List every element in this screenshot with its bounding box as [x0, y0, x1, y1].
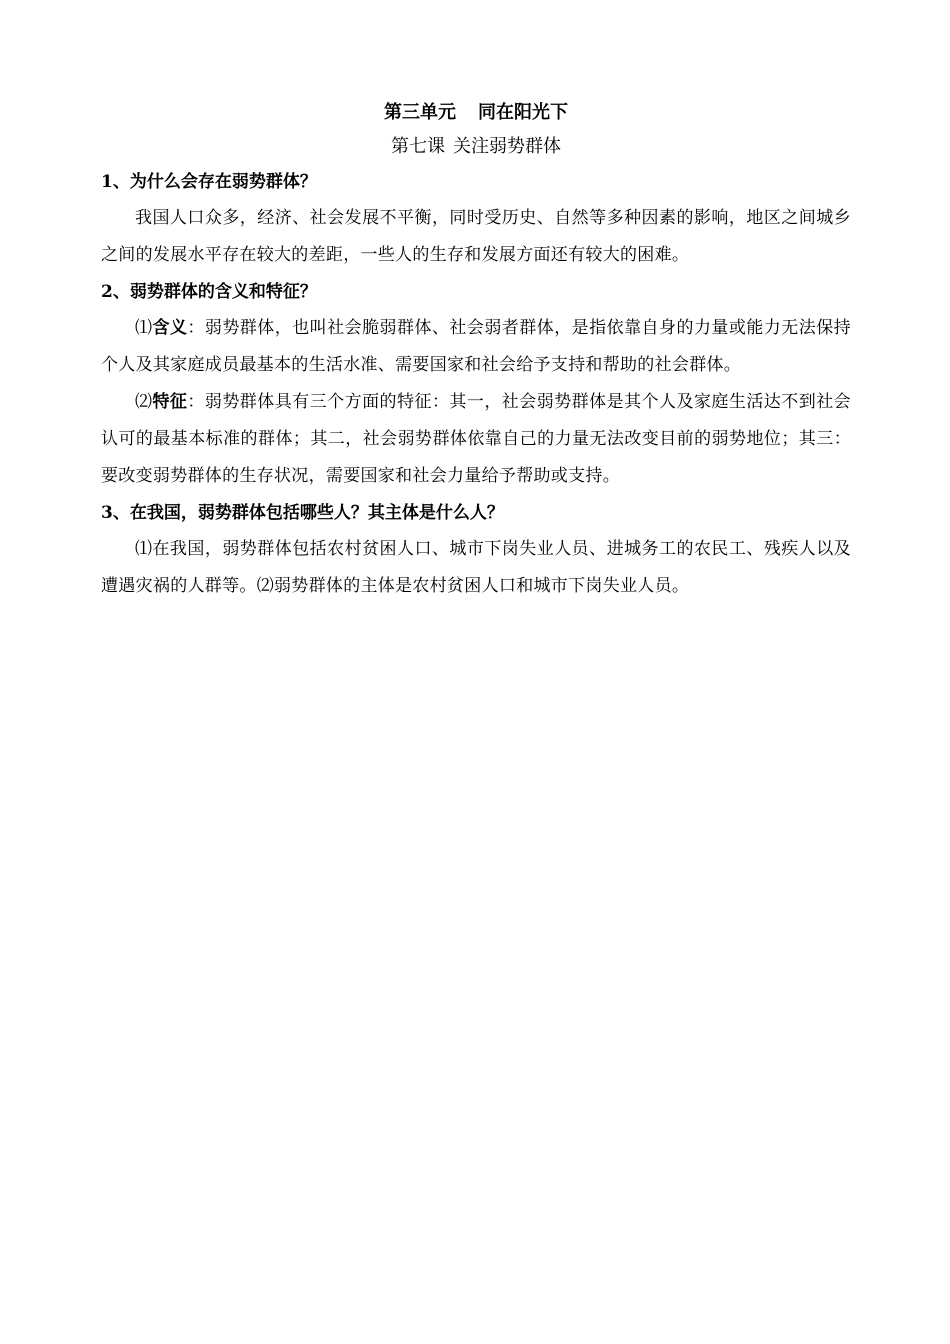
question-1-answer: 我国人口众多，经济、社会发展不平衡，同时受历史、自然等多种因素的影响，地区之间城乡之间的发展水平存在较大的差距，一些人的生存和发展方面还有较大的困难。: [101, 208, 851, 265]
features-label: 特征: [152, 392, 188, 412]
lesson-title-part-a: 第七课: [391, 136, 445, 157]
question-3-answer: ⑴在我国，弱势群体包括农村贫困人口、城市下岗失业人员、进城务工的农民工、残疾人以及遭遇灾祸的人群等。⑵弱势群体的主体是农村贫困人口和城市下岗失业人员。: [101, 539, 851, 596]
unit-title-part-b: 同在阳光下: [478, 102, 568, 123]
definition-text: ：弱势群体，也叫社会脆弱群体、社会弱者群体，是指依靠自身的力量或能力无法保持个人及其家庭成员最基本的生活水准、需要国家和社会给予支持和帮助的社会群体。: [101, 318, 851, 375]
unit-title-part-a: 第三单元: [384, 102, 456, 123]
lesson-title-part-b: 关注弱势群体: [453, 136, 561, 157]
unit-title: [101, 96, 851, 130]
question-2-definition: [101, 310, 851, 384]
question-3-heading: 3、在我国，弱势群体包括哪些人？其主体是什么人？: [101, 503, 504, 523]
question-2-heading: 2、弱势群体的含义和特征？: [101, 282, 317, 302]
features-number: ⑵: [135, 392, 153, 412]
definition-label: 含义: [152, 318, 188, 338]
document-page: [101, 96, 851, 605]
definition-number: ⑴: [135, 318, 153, 338]
features-text: ：弱势群体具有三个方面的特征：其一，社会弱势群体是其个人及家庭生活达不到社会认可的最基本标准的群体；其二，社会弱势群体依靠自己的力量无法改变目前的弱势地位；其三：要改变弱势群体的生存状况，需要国家和社会力量给予帮助或支持。: [101, 392, 851, 486]
lesson-title: [101, 130, 851, 164]
question-1-heading: 1、为什么会存在弱势群体？: [101, 172, 317, 192]
question-2-features: [101, 384, 851, 495]
